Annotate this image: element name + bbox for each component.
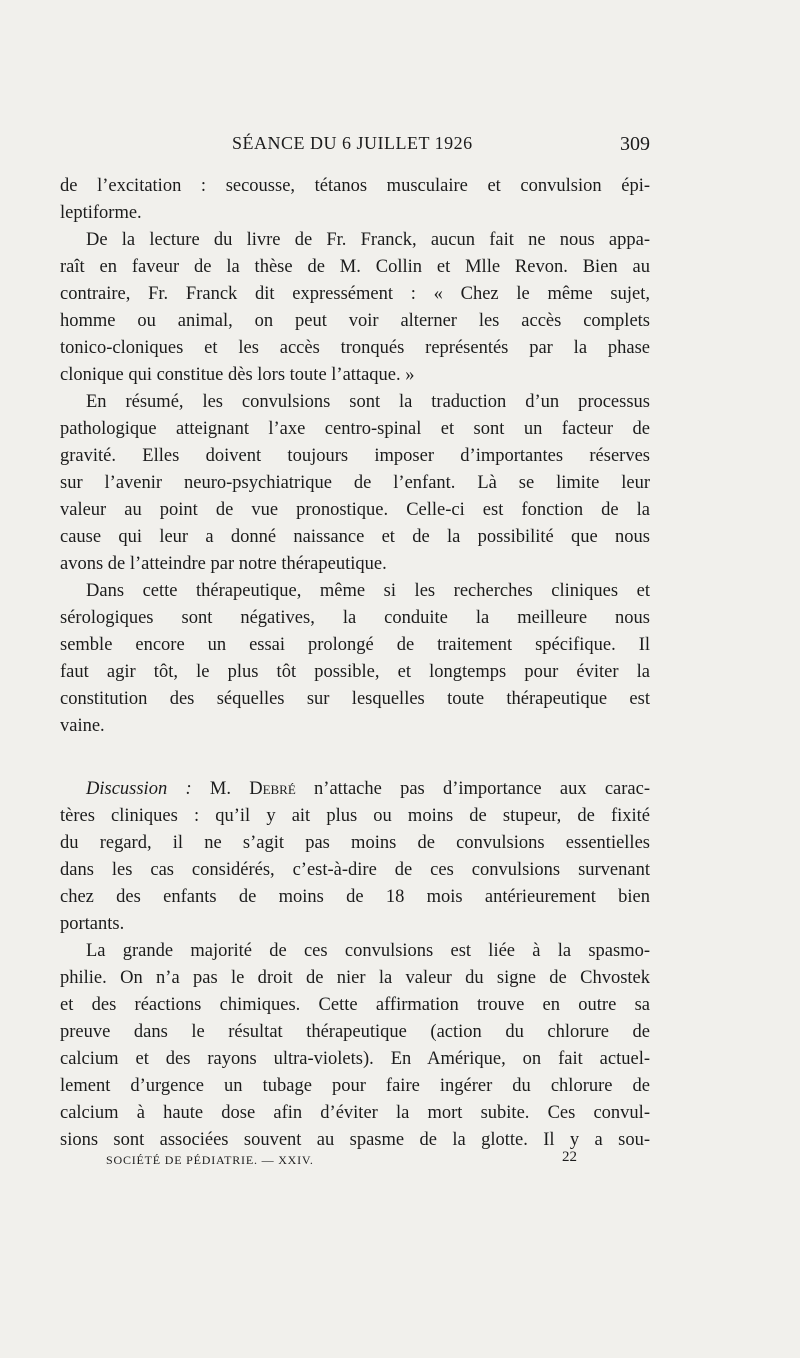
text-line: gravité. Elles doivent toujours imposer d’importantes réserves — [60, 446, 650, 466]
text-line: homme ou animal, on peut voir alterner les accès complets — [60, 311, 650, 331]
text-line: portants. — [60, 914, 125, 934]
paragraph — [60, 227, 650, 389]
discussion-first-line-rest: n’attache pas d’importance aux carac- — [314, 779, 650, 799]
text-line: calcium et des rayons ultra-violets). En Amérique, on fait actuel- — [60, 1049, 650, 1069]
text-line: leptiforme. — [60, 203, 142, 223]
text-line: lement d’urgence un tubage pour faire ingérer du chlorure de — [60, 1076, 650, 1096]
text-line: sur l’avenir neuro-psychiatrique de l’enfant. Là se limite leur — [60, 473, 650, 493]
speaker-prefix: M. — [209, 779, 231, 799]
speaker-name: Debré — [249, 779, 296, 799]
discussion-paragraph — [60, 776, 650, 938]
text-line: philie. On n’a pas le droit de nier la valeur du signe de Chvostek — [60, 968, 650, 988]
text-line: et des réactions chimiques. Cette affirmation trouve en outre sa — [60, 995, 650, 1015]
text-line: cause qui leur a donné naissance et de la possibilité que nous — [60, 527, 650, 547]
text-line: En résumé, les convulsions sont la traduction d’un processus — [86, 392, 650, 412]
text-line: contraire, Fr. Franck dit expressément : « Chez le même sujet, — [60, 284, 650, 304]
text-line: du regard, il ne s’agit pas moins de convulsions essentielles — [60, 833, 650, 853]
page-number: 309 — [620, 133, 650, 155]
text-line: La grande majorité de ces convulsions est liée à la spasmo- — [86, 941, 650, 961]
body-text — [60, 173, 650, 1154]
running-title: SÉANCE DU 6 JUILLET 1926 — [232, 133, 473, 153]
text-line: sions sont associées souvent au spasme de la glotte. Il y a sou- — [60, 1130, 650, 1150]
text-line: tonico-cloniques et les accès tronqués représentés par la phase — [60, 338, 650, 358]
text-line — [60, 776, 650, 803]
text-line: avons de l’atteindre par notre thérapeutique. — [60, 554, 387, 574]
text-line: tères cliniques : qu’il y ait plus ou moins de stupeur, de fixité — [60, 806, 650, 826]
paragraph — [60, 389, 650, 578]
discussion-label: Discussion : — [86, 779, 192, 799]
text-line: sérologiques sont négatives, la conduite la meilleure nous — [60, 608, 650, 628]
text-line: Dans cette thérapeutique, même si les recherches cliniques et — [86, 581, 650, 601]
text-line: chez des enfants de moins de 18 mois antérieurement bien — [60, 887, 650, 907]
page-footer — [106, 1149, 586, 1173]
paragraph — [60, 938, 650, 1154]
section-gap — [60, 740, 650, 776]
text-line: preuve dans le résultat thérapeutique (action du chlorure de — [60, 1022, 650, 1042]
text-line: raît en faveur de la thèse de M. Collin et Mlle Revon. Bien au — [60, 257, 650, 277]
running-header — [60, 133, 650, 159]
text-line: calcium à haute dose afin d’éviter la mort subite. Ces convul- — [60, 1103, 650, 1123]
text-line: de l’excitation : secousse, tétanos musculaire et convulsion épi- — [60, 176, 650, 196]
text-line: valeur au point de vue pronostique. Celle-ci est fonction de la — [60, 500, 650, 520]
paragraph — [60, 578, 650, 740]
text-line: faut agir tôt, le plus tôt possible, et longtemps pour éviter la — [60, 662, 650, 682]
signature-number: 22 — [562, 1149, 577, 1165]
signature-mark: SOCIÉTÉ DE PÉDIATRIE. — XXIV. — [106, 1153, 314, 1167]
paragraph — [60, 173, 650, 227]
text-line: De la lecture du livre de Fr. Franck, aucun fait ne nous appa- — [86, 230, 650, 250]
text-line: constitution des séquelles sur lesquelles toute thérapeutique est — [60, 689, 650, 709]
text-line: dans les cas considérés, c’est-à-dire de ces convulsions survenant — [60, 860, 650, 880]
text-line: pathologique atteignant l’axe centro-spinal et sont un facteur de — [60, 419, 650, 439]
text-line: semble encore un essai prolongé de traitement spécifique. Il — [60, 635, 650, 655]
text-line: vaine. — [60, 716, 105, 736]
text-line: clonique qui constitue dès lors toute l’attaque. » — [60, 365, 415, 385]
